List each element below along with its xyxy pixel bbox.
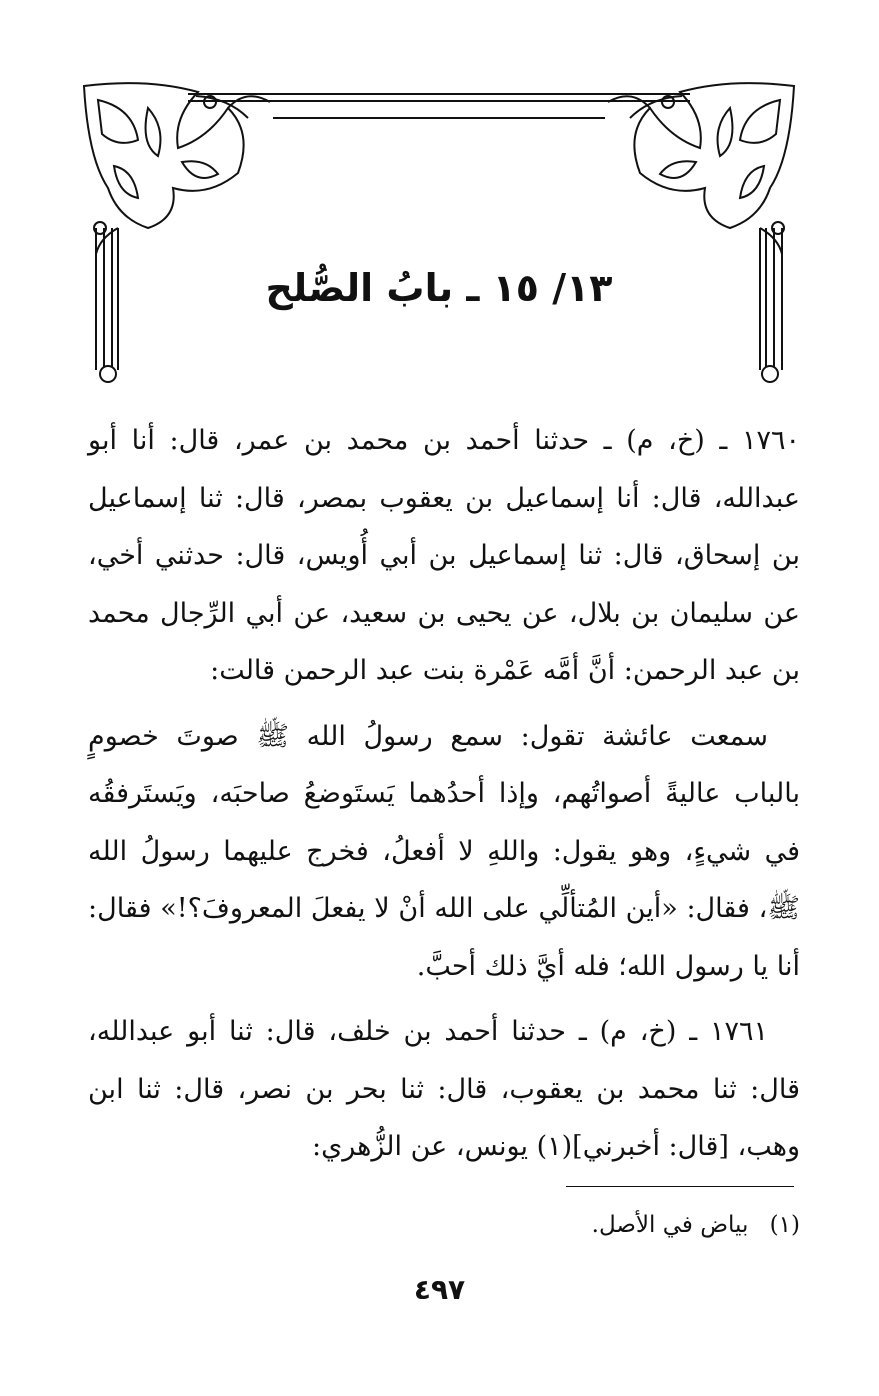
ornamental-frame [78, 78, 800, 388]
hadith-text [88, 412, 800, 1176]
hadith-1760-matn: سمعت عائشة تقول: سمع رسولُ الله ﷺ صوتَ خصومٍ بالباب عاليةً أصواتُهم، وإذا أحدُهما يَستَوضعُ صاحبَه، ويَستَرفقُه في شيءٍ، وهو يقول: واللهِ لا أفعلُ، فخرج عليهما رسولُ الله ﷺ، فقال: «أين المُتألِّي على الله أنْ لا يفعلَ المعروفَ؟!» فقال: أنا يا رسول الله؛ فله أيَّ ذلك أحبَّ. [88, 720, 800, 982]
footnote-number: (١) [769, 1212, 800, 1238]
hadith-1760-isnad: ١٧٦٠ ـ (خ، م) ـ حدثنا أحمد بن محمد بن عمر، قال: أنا أبو عبدالله، قال: أنا إسماعيل بن يعقوب بمصر، قال: ثنا إسماعيل بن إسحاق، قال: ثنا إسماعيل بن أبي أُويس، قال: حدثني أخي، عن سليمان بن بلال، عن يحيى بن سعيد، عن أبي الرِّجال محمد بن عبد الرحمن: أنَّ أمَّه عَمْرة بنت عبد الرحمن قالت: [88, 425, 800, 686]
footnote-text: بياض في الأصل. [591, 1212, 749, 1238]
footnote-divider [566, 1186, 794, 1187]
page-number: ٤٩٧ [413, 1273, 466, 1306]
footnote [88, 1205, 800, 1245]
hadith-1761-isnad: ١٧٦١ ـ (خ، م) ـ حدثنا أحمد بن خلف، قال: ثنا أبو عبدالله، قال: ثنا محمد بن يعقوب، قال: ثنا بحر بن نصر، قال: ثنا ابن وهب، [قال: أخبرني](١) يونس، عن الزُّهري: [88, 1016, 800, 1162]
chapter-heading: ١٣/ ١٥ ـ بابُ الصُّلح [265, 266, 613, 310]
